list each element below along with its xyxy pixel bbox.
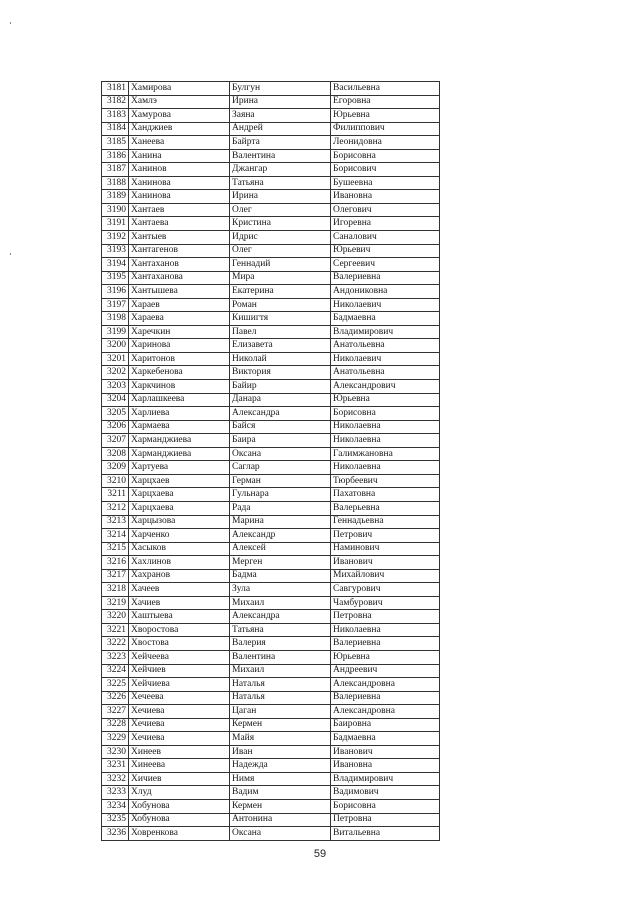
table-row xyxy=(102,312,440,326)
patronymic-cell: Владимирович xyxy=(331,772,440,786)
row-number: 3208 xyxy=(102,447,129,461)
row-number: 3233 xyxy=(102,786,129,800)
surname-cell: Хлуд xyxy=(129,786,230,800)
surname-cell: Хахранов xyxy=(129,569,230,583)
row-number: 3232 xyxy=(102,772,129,786)
first-name-cell: Зула xyxy=(230,583,331,597)
surname-cell: Хинеева xyxy=(129,759,230,773)
surname-cell: Хечеева xyxy=(129,691,230,705)
surname-cell: Ханинов xyxy=(129,163,230,177)
patronymic-cell: Петровна xyxy=(331,813,440,827)
first-name-cell: Майя xyxy=(230,732,331,746)
patronymic-cell: Анатольевна xyxy=(331,339,440,353)
first-name-cell: Байир xyxy=(230,380,331,394)
surname-cell: Хантыев xyxy=(129,231,230,245)
first-name-cell: Вадим xyxy=(230,786,331,800)
surname-cell: Харлиева xyxy=(129,407,230,421)
first-name-cell: Валерия xyxy=(230,637,331,651)
table-row xyxy=(102,217,440,231)
table-row xyxy=(102,434,440,448)
surname-cell: Харцызова xyxy=(129,515,230,529)
first-name-cell: Валентина xyxy=(230,650,331,664)
surname-cell: Харманджиева xyxy=(129,447,230,461)
surname-cell: Хобунова xyxy=(129,799,230,813)
row-number: 3231 xyxy=(102,759,129,773)
surname-cell: Хобунова xyxy=(129,813,230,827)
row-number: 3217 xyxy=(102,569,129,583)
table-row xyxy=(102,501,440,515)
first-name-cell: Идрис xyxy=(230,231,331,245)
row-number: 3203 xyxy=(102,380,129,394)
first-name-cell: Татьяна xyxy=(230,623,331,637)
surname-cell: Хечиева xyxy=(129,705,230,719)
row-number: 3230 xyxy=(102,745,129,759)
patronymic-cell: Бушеевна xyxy=(331,176,440,190)
table-row xyxy=(102,610,440,624)
table-row xyxy=(102,799,440,813)
first-name-cell: Бадма xyxy=(230,569,331,583)
first-name-cell: Николай xyxy=(230,352,331,366)
patronymic-cell: Игоревна xyxy=(331,217,440,231)
first-name-cell: Виктория xyxy=(230,366,331,380)
first-name-cell: Цаган xyxy=(230,705,331,719)
first-name-cell: Александра xyxy=(230,407,331,421)
row-number: 3209 xyxy=(102,461,129,475)
surname-cell: Харитонов xyxy=(129,352,230,366)
first-name-cell: Антонина xyxy=(230,813,331,827)
surname-cell: Хараев xyxy=(129,298,230,312)
first-name-cell: Кристина xyxy=(230,217,331,231)
table-row xyxy=(102,231,440,245)
first-name-cell: Михаил xyxy=(230,664,331,678)
row-number: 3193 xyxy=(102,244,129,258)
first-name-cell: Татьяна xyxy=(230,176,331,190)
first-name-cell: Ирина xyxy=(230,190,331,204)
patronymic-cell: Андониковна xyxy=(331,285,440,299)
table-row xyxy=(102,637,440,651)
patronymic-cell: Тюрбеевич xyxy=(331,474,440,488)
row-number: 3189 xyxy=(102,190,129,204)
patronymic-cell: Сергеевич xyxy=(331,258,440,272)
row-number: 3207 xyxy=(102,434,129,448)
patronymic-cell: Борисовна xyxy=(331,149,440,163)
patronymic-cell: Валерьевна xyxy=(331,501,440,515)
first-name-cell: Алексей xyxy=(230,542,331,556)
patronymic-cell: Геннадьевна xyxy=(331,515,440,529)
row-number: 3182 xyxy=(102,95,129,109)
surname-cell: Хараева xyxy=(129,312,230,326)
patronymic-cell: Савгурович xyxy=(331,583,440,597)
surname-cell: Харцхаев xyxy=(129,474,230,488)
table-row xyxy=(102,244,440,258)
surname-cell: Харинова xyxy=(129,339,230,353)
row-number: 3228 xyxy=(102,718,129,732)
surname-cell: Хантагенов xyxy=(129,244,230,258)
row-number: 3219 xyxy=(102,596,129,610)
patronymic-cell: Николаевна xyxy=(331,420,440,434)
surname-cell: Хачиев xyxy=(129,596,230,610)
table-row xyxy=(102,407,440,421)
row-number: 3181 xyxy=(102,82,129,96)
surname-cell: Хантаханова xyxy=(129,271,230,285)
patronymic-cell: Иванович xyxy=(331,556,440,570)
row-number: 3187 xyxy=(102,163,129,177)
row-number: 3223 xyxy=(102,650,129,664)
row-number: 3183 xyxy=(102,109,129,123)
table-row xyxy=(102,109,440,123)
patronymic-cell: Борисовна xyxy=(331,799,440,813)
patronymic-cell: Егоровна xyxy=(331,95,440,109)
surname-cell: Хантаева xyxy=(129,217,230,231)
surname-cell: Харечкин xyxy=(129,325,230,339)
row-number: 3198 xyxy=(102,312,129,326)
row-number: 3200 xyxy=(102,339,129,353)
row-number: 3197 xyxy=(102,298,129,312)
patronymic-cell: Валериевна xyxy=(331,691,440,705)
first-name-cell: Мерген xyxy=(230,556,331,570)
first-name-cell: Ирина xyxy=(230,95,331,109)
surname-cell: Хахлинов xyxy=(129,556,230,570)
table-row xyxy=(102,705,440,719)
patronymic-cell: Бадмаевна xyxy=(331,312,440,326)
table-row xyxy=(102,623,440,637)
first-name-cell: Нимя xyxy=(230,772,331,786)
surname-cell: Хечиева xyxy=(129,732,230,746)
first-name-cell: Мира xyxy=(230,271,331,285)
row-number: 3190 xyxy=(102,203,129,217)
surname-cell: Хачеев xyxy=(129,583,230,597)
surname-cell: Ханинова xyxy=(129,176,230,190)
table-row xyxy=(102,583,440,597)
first-name-cell: Оксана xyxy=(230,827,331,841)
surname-cell: Хамирова xyxy=(129,82,230,96)
surname-cell: Хантышева xyxy=(129,285,230,299)
patronymic-cell: Валериевна xyxy=(331,637,440,651)
surname-cell: Ханина xyxy=(129,149,230,163)
patronymic-cell: Николаевич xyxy=(331,298,440,312)
row-number: 3185 xyxy=(102,136,129,150)
table-row xyxy=(102,136,440,150)
table-row xyxy=(102,366,440,380)
patronymic-cell: Николаевна xyxy=(331,461,440,475)
patronymic-cell: Бадмаевна xyxy=(331,732,440,746)
surname-cell: Хейчиева xyxy=(129,678,230,692)
patronymic-cell: Юрьевна xyxy=(331,650,440,664)
first-name-cell: Наталья xyxy=(230,678,331,692)
patronymic-cell: Саналович xyxy=(331,231,440,245)
first-name-cell: Надежда xyxy=(230,759,331,773)
surname-cell: Хасыков xyxy=(129,542,230,556)
table-row xyxy=(102,325,440,339)
table-row xyxy=(102,82,440,96)
row-number: 3221 xyxy=(102,623,129,637)
patronymic-cell: Николаевич xyxy=(331,352,440,366)
first-name-cell: Герман xyxy=(230,474,331,488)
first-name-cell: Марина xyxy=(230,515,331,529)
patronymic-cell: Иванович xyxy=(331,745,440,759)
row-number: 3211 xyxy=(102,488,129,502)
row-number: 3191 xyxy=(102,217,129,231)
table-row xyxy=(102,772,440,786)
patronymic-cell: Валериевна xyxy=(331,271,440,285)
row-number: 3186 xyxy=(102,149,129,163)
first-name-cell: Роман xyxy=(230,298,331,312)
surname-cell: Хичиев xyxy=(129,772,230,786)
patronymic-cell: Петровна xyxy=(331,610,440,624)
row-number: 3215 xyxy=(102,542,129,556)
table-row xyxy=(102,759,440,773)
first-name-cell: Булгун xyxy=(230,82,331,96)
table-row xyxy=(102,190,440,204)
patronymic-cell: Александрович xyxy=(331,380,440,394)
patronymic-cell: Николаевна xyxy=(331,434,440,448)
patronymic-cell: Наминович xyxy=(331,542,440,556)
row-number: 3194 xyxy=(102,258,129,272)
surname-cell: Харцхаева xyxy=(129,501,230,515)
first-name-cell: Александра xyxy=(230,610,331,624)
first-name-cell: Кермен xyxy=(230,799,331,813)
patronymic-cell: Юрьевна xyxy=(331,109,440,123)
surname-cell: Хамурова xyxy=(129,109,230,123)
surname-cell: Харченко xyxy=(129,529,230,543)
table-row xyxy=(102,122,440,136)
first-name-cell: Байся xyxy=(230,420,331,434)
table-row xyxy=(102,258,440,272)
first-name-cell: Кермен xyxy=(230,718,331,732)
patronymic-cell: Юрьевна xyxy=(331,393,440,407)
row-number: 3220 xyxy=(102,610,129,624)
row-number: 3214 xyxy=(102,529,129,543)
row-number: 3236 xyxy=(102,827,129,841)
table-row xyxy=(102,664,440,678)
row-number: 3196 xyxy=(102,285,129,299)
table-row xyxy=(102,447,440,461)
table-row xyxy=(102,149,440,163)
patronymic-cell: Баировна xyxy=(331,718,440,732)
surname-cell: Хинеев xyxy=(129,745,230,759)
row-number: 3201 xyxy=(102,352,129,366)
patronymic-cell: Юрьевич xyxy=(331,244,440,258)
table-row xyxy=(102,529,440,543)
surname-cell: Хантаханов xyxy=(129,258,230,272)
first-name-cell: Валентина xyxy=(230,149,331,163)
patronymic-cell: Борисовна xyxy=(331,407,440,421)
table-row xyxy=(102,827,440,841)
patronymic-cell: Андреевич xyxy=(331,664,440,678)
surname-cell: Хармаева xyxy=(129,420,230,434)
name-roster-table xyxy=(101,81,440,841)
first-name-cell: Олег xyxy=(230,244,331,258)
surname-cell: Ханджиев xyxy=(129,122,230,136)
surname-cell: Хартуева xyxy=(129,461,230,475)
row-number: 3225 xyxy=(102,678,129,692)
table-row xyxy=(102,732,440,746)
surname-cell: Ханинова xyxy=(129,190,230,204)
surname-cell: Ханеева xyxy=(129,136,230,150)
table-row xyxy=(102,339,440,353)
row-number: 3184 xyxy=(102,122,129,136)
patronymic-cell: Борисович xyxy=(331,163,440,177)
patronymic-cell: Леонидовна xyxy=(331,136,440,150)
first-name-cell: Наталья xyxy=(230,691,331,705)
patronymic-cell: Ивановна xyxy=(331,759,440,773)
patronymic-cell: Галимжановна xyxy=(331,447,440,461)
row-number: 3204 xyxy=(102,393,129,407)
row-number: 3210 xyxy=(102,474,129,488)
scan-speck xyxy=(10,22,11,24)
patronymic-cell: Филиппович xyxy=(331,122,440,136)
first-name-cell: Оксана xyxy=(230,447,331,461)
surname-cell: Харкебенова xyxy=(129,366,230,380)
patronymic-cell: Владимирович xyxy=(331,325,440,339)
row-number: 3205 xyxy=(102,407,129,421)
first-name-cell: Олег xyxy=(230,203,331,217)
surname-cell: Ховренкова xyxy=(129,827,230,841)
first-name-cell: Александр xyxy=(230,529,331,543)
first-name-cell: Байрта xyxy=(230,136,331,150)
surname-cell: Харлашкеева xyxy=(129,393,230,407)
row-number: 3227 xyxy=(102,705,129,719)
patronymic-cell: Александровна xyxy=(331,705,440,719)
surname-cell: Харкчинов xyxy=(129,380,230,394)
table-row xyxy=(102,176,440,190)
patronymic-cell: Михайлович xyxy=(331,569,440,583)
table-row xyxy=(102,691,440,705)
scan-speck xyxy=(10,253,11,255)
page-number: 59 xyxy=(313,848,327,860)
surname-cell: Хвостова xyxy=(129,637,230,651)
roster-table-body xyxy=(102,82,440,841)
patronymic-cell: Пахатовна xyxy=(331,488,440,502)
patronymic-cell: Анатольевна xyxy=(331,366,440,380)
first-name-cell: Рада xyxy=(230,501,331,515)
surname-cell: Хантаев xyxy=(129,203,230,217)
patronymic-cell: Чамбурович xyxy=(331,596,440,610)
first-name-cell: Павел xyxy=(230,325,331,339)
first-name-cell: Геннадий xyxy=(230,258,331,272)
patronymic-cell: Васильевна xyxy=(331,82,440,96)
first-name-cell: Гульнара xyxy=(230,488,331,502)
table-row xyxy=(102,474,440,488)
patronymic-cell: Петрович xyxy=(331,529,440,543)
table-row xyxy=(102,461,440,475)
table-row xyxy=(102,352,440,366)
row-number: 3213 xyxy=(102,515,129,529)
row-number: 3226 xyxy=(102,691,129,705)
first-name-cell: Данара xyxy=(230,393,331,407)
table-row xyxy=(102,298,440,312)
table-row xyxy=(102,393,440,407)
surname-cell: Харманджиева xyxy=(129,434,230,448)
table-row xyxy=(102,745,440,759)
first-name-cell: Саглар xyxy=(230,461,331,475)
table-row xyxy=(102,488,440,502)
table-row xyxy=(102,650,440,664)
row-number: 3195 xyxy=(102,271,129,285)
surname-cell: Хечиева xyxy=(129,718,230,732)
table-row xyxy=(102,569,440,583)
table-row xyxy=(102,596,440,610)
table-row xyxy=(102,515,440,529)
table-row xyxy=(102,95,440,109)
first-name-cell: Кишигтя xyxy=(230,312,331,326)
table-row xyxy=(102,678,440,692)
table-row xyxy=(102,813,440,827)
table-row xyxy=(102,542,440,556)
surname-cell: Хамлэ xyxy=(129,95,230,109)
patronymic-cell: Олегович xyxy=(331,203,440,217)
table-row xyxy=(102,718,440,732)
table-row xyxy=(102,786,440,800)
table-row xyxy=(102,203,440,217)
table-row xyxy=(102,271,440,285)
row-number: 3222 xyxy=(102,637,129,651)
row-number: 3206 xyxy=(102,420,129,434)
row-number: 3199 xyxy=(102,325,129,339)
row-number: 3202 xyxy=(102,366,129,380)
first-name-cell: Заяна xyxy=(230,109,331,123)
patronymic-cell: Витальевна xyxy=(331,827,440,841)
first-name-cell: Елизавета xyxy=(230,339,331,353)
patronymic-cell: Ивановна xyxy=(331,190,440,204)
first-name-cell: Джангар xyxy=(230,163,331,177)
table-row xyxy=(102,420,440,434)
row-number: 3212 xyxy=(102,501,129,515)
table-row xyxy=(102,380,440,394)
row-number: 3216 xyxy=(102,556,129,570)
row-number: 3188 xyxy=(102,176,129,190)
row-number: 3235 xyxy=(102,813,129,827)
row-number: 3218 xyxy=(102,583,129,597)
row-number: 3192 xyxy=(102,231,129,245)
patronymic-cell: Вадимович xyxy=(331,786,440,800)
first-name-cell: Михаил xyxy=(230,596,331,610)
surname-cell: Хейчиев xyxy=(129,664,230,678)
row-number: 3224 xyxy=(102,664,129,678)
row-number: 3229 xyxy=(102,732,129,746)
first-name-cell: Баира xyxy=(230,434,331,448)
table-row xyxy=(102,285,440,299)
surname-cell: Хворостова xyxy=(129,623,230,637)
patronymic-cell: Александровна xyxy=(331,678,440,692)
first-name-cell: Андрей xyxy=(230,122,331,136)
surname-cell: Хейчеева xyxy=(129,650,230,664)
table-row xyxy=(102,163,440,177)
table-row xyxy=(102,556,440,570)
first-name-cell: Иван xyxy=(230,745,331,759)
first-name-cell: Екатерина xyxy=(230,285,331,299)
surname-cell: Хаштыева xyxy=(129,610,230,624)
row-number: 3234 xyxy=(102,799,129,813)
surname-cell: Харцхаева xyxy=(129,488,230,502)
patronymic-cell: Николаевна xyxy=(331,623,440,637)
